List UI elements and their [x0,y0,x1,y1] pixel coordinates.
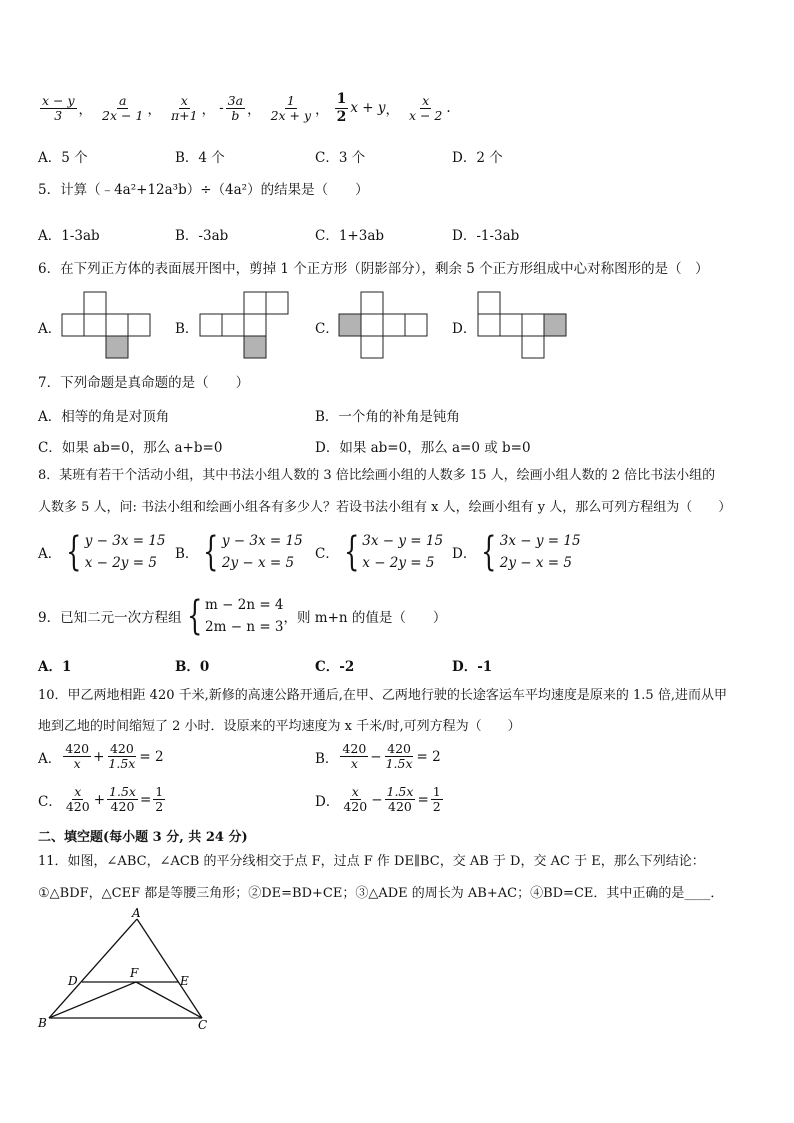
q5-option-a: A．1-3ab [38,228,100,244]
section-heading: 二、填空题(每小题 3 分, 共 24 分) [38,830,248,845]
q10-option-c: C． $\frac{x}{420}$ + $\frac{1.5x}{420}$ = $\frac{1}{2}$ [38,784,164,814]
q7-option-a: A．相等的角是对顶角 [38,409,170,425]
fraction: $\frac{1}{2x + y}$ [270,92,312,123]
q7-option-d: D．如果 ab=0，那么 a=0 或 b=0 [315,440,531,456]
q6-nets-figure [0,0,794,370]
q10-stem-line1: 10．甲乙两地相距 420 千米,新修的高速公路开通后,在甲、乙两地行驶的长途客运车平均速度是原来的 1.5 倍,进而从甲 [38,688,727,703]
q6-stem: 6．在下列正方体的表面展开图中，剪掉 1 个正方形（阴影部分），剩余 5 个正方形组成中心对称图形的是（ ） [38,261,709,277]
q9-stem: 9．已知二元一次方程组 { m − 2n = 4 2m − n = 3 ，则 m+n 的值是（ ） [38,593,447,639]
q5-stem: 5．计算（﹣4a²+12a³b）÷（4a²）的结果是（ ） [38,182,369,198]
fraction: $\frac{x}{x - 2}$ [408,92,443,123]
fraction: $\frac{x}{\pi+1}$ [170,92,198,123]
fraction: $\frac{3a}{b}$ [227,92,244,123]
q4-option-a: A．5 个 [38,150,88,166]
q4-option-b: B．4 个 [175,150,225,166]
q5-option-d: D．-1-3ab [452,228,520,244]
net-c [339,292,427,358]
q8-stem-line1: 8．某班有若干个活动小组，其中书法小组人数的 3 倍比绘画小组的人数多 15 人，绘画小组人数的 2 倍比书法小组的 [38,468,716,483]
q6-label-c: C． [315,321,339,337]
q10-stem-line2: 地到乙地的时间缩短了 2 小时．设原来的平均速度为 x 千米/时,可列方程为（ ） [38,719,521,734]
q11-triangle-figure [30,905,220,1035]
q10-option-d: D． $\frac{x}{420}$ − $\frac{1.5x}{420}$ = $\frac{1}{2}$ [315,784,441,814]
point-label-d: D [68,974,78,988]
point-label-c: C [198,1018,208,1032]
net-a [62,292,150,358]
q8-option-c: C． { 3x − y = 15 x − 2y = 5 [315,529,444,575]
q7-option-b: B．一个角的补角是钝角 [315,409,460,425]
q10-option-a: A． $\frac{420}{x}$ + $\frac{420}{1.5x}$ = 2 [38,741,164,771]
q8-option-b: B． { y − 3x = 15 2y − x = 5 [175,529,303,575]
q11-stem-line1: 11．如图，∠ABC，∠ACB 的平分线相交于点 F，过点 F 作 DE∥BC，交 AB 于 D，交 AC 于 E，那么下列结论： [38,854,705,869]
q10-option-b: B． $\frac{420}{x}$ − $\frac{420}{1.5x}$ = 2 [315,741,441,771]
q8-stem-line2: 人数多 5 人，问: 书法小组和绘画小组各有多少人？若设书法小组有 x 人，绘画小组有 y 人，那么可列方程组为（ ） [38,500,732,515]
fraction: $\frac{1}{2}$ [336,90,347,125]
net-d [478,292,566,358]
q4-option-d: D．2 个 [452,150,503,166]
q7-stem: 7．下列命题是真命题的是（ ） [38,375,250,391]
q6-label-d: D． [452,321,477,337]
q6-label-b: B． [175,321,199,337]
point-label-b: B [38,1016,47,1030]
point-label-a: A [132,906,141,920]
q4-option-c: C．3 个 [315,150,366,166]
q6-label-a: A． [38,321,62,337]
q11-stem-line2: ①△BDF，△CEF 都是等腰三角形；②DE=BD+CE；③△ADE 的周长为 AB+AC；④BD=CE．其中正确的是____． [38,886,724,901]
fraction: $\frac{x - y}{3}$ [42,92,75,123]
fraction: $\frac{a}{2x - 1}$ [102,92,144,123]
net-b [200,292,288,358]
q9-option-b: B．0 [175,659,210,675]
q9-option-d: D．-1 [452,659,493,675]
q5-option-c: C．1+3ab [315,228,385,244]
point-label-f: F [130,966,139,980]
q9-option-a: A．1 [38,659,72,675]
q5-option-b: B．-3ab [175,228,229,244]
q8-option-d: D． { 3x − y = 15 2y − x = 5 [452,529,581,575]
q9-option-c: C．-2 [315,659,355,675]
q7-option-c: C．如果 ab=0，那么 a+b=0 [38,440,223,456]
point-label-e: E [180,974,189,988]
q4-expression: $\frac{x - y}{3}$ ， $\frac{a}{2x - 1}$ ， $\frac{x}{\pi+1}$ ， - $\frac{3a}{b}$ ， $\frac{1}{2x + y}$ ， $\frac{1}{2}$ x + y ， $\frac{x}{x - 2}$ . [42,90,451,125]
q8-option-a: A． { y − 3x = 15 x − 2y = 5 [38,529,166,575]
